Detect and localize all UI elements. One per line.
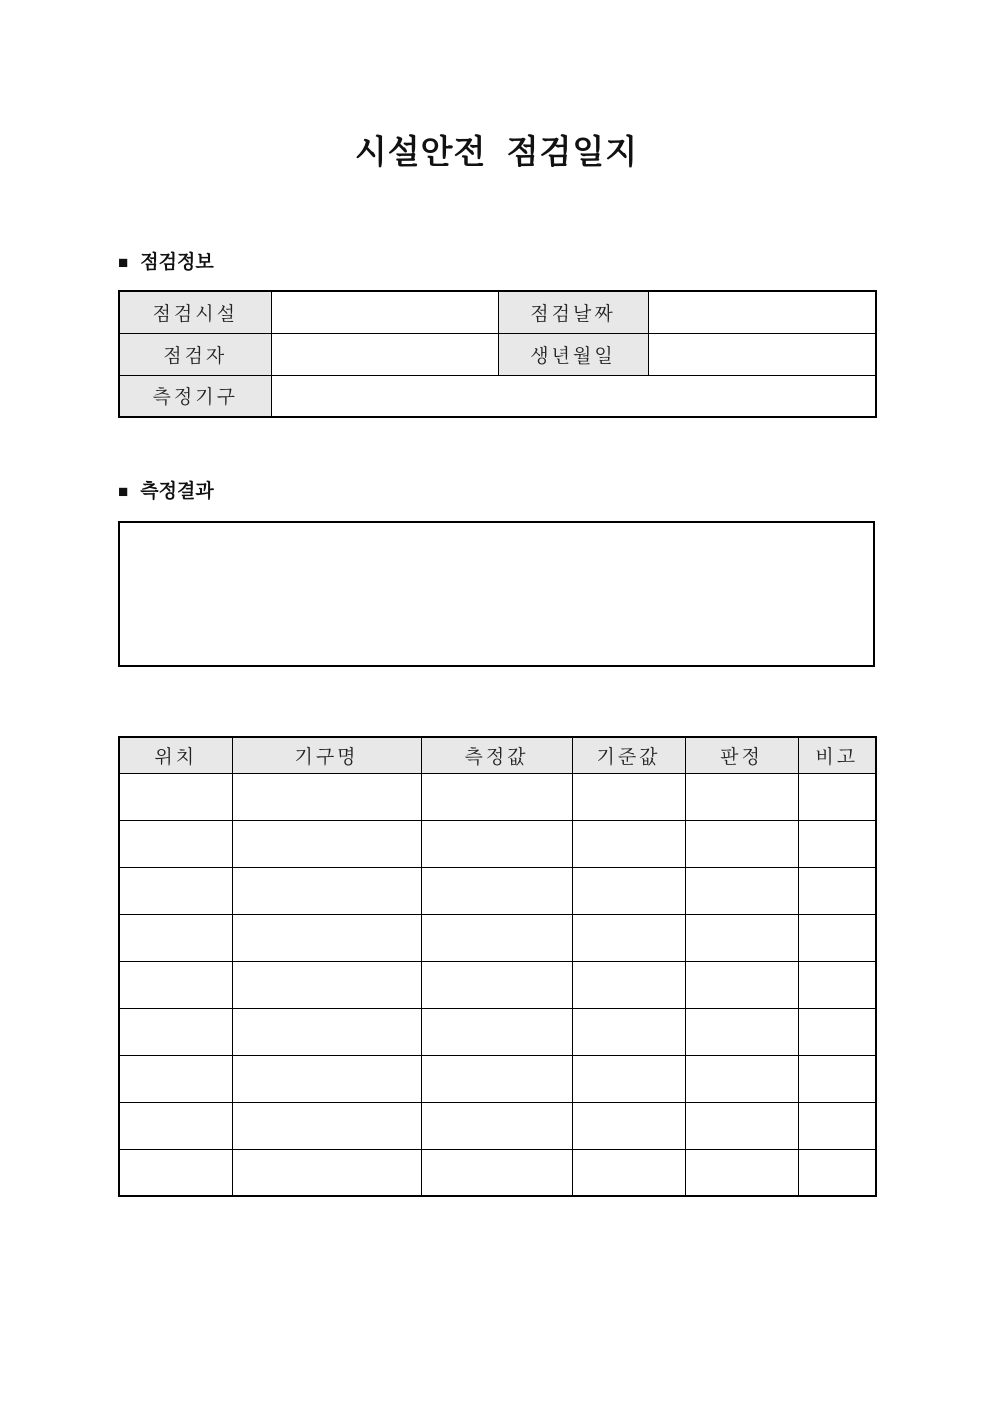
column-header-measured-value: 측정값 bbox=[421, 737, 572, 773]
column-header-location: 위치 bbox=[119, 737, 232, 773]
table-cell[interactable] bbox=[685, 1008, 798, 1055]
table-cell[interactable] bbox=[572, 867, 685, 914]
table-cell[interactable] bbox=[798, 1149, 876, 1196]
instrument-label-cell: 측정기구 bbox=[119, 375, 271, 417]
table-cell[interactable] bbox=[798, 1055, 876, 1102]
table-cell[interactable] bbox=[421, 867, 572, 914]
table-cell[interactable] bbox=[421, 1102, 572, 1149]
table-cell[interactable] bbox=[798, 961, 876, 1008]
table-cell[interactable] bbox=[572, 1055, 685, 1102]
table-cell[interactable] bbox=[232, 1149, 421, 1196]
section-heading-label: 점검정보 bbox=[140, 252, 214, 273]
table-cell[interactable] bbox=[685, 1055, 798, 1102]
table-cell[interactable] bbox=[421, 1055, 572, 1102]
table-row bbox=[119, 1055, 876, 1102]
table-cell[interactable] bbox=[798, 1102, 876, 1149]
table-cell[interactable] bbox=[685, 773, 798, 820]
table-cell[interactable] bbox=[232, 961, 421, 1008]
table-cell[interactable] bbox=[119, 820, 232, 867]
table-row bbox=[119, 867, 876, 914]
table-cell[interactable] bbox=[232, 820, 421, 867]
page-title: 시설안전 점검일지 bbox=[354, 133, 639, 170]
table-row bbox=[119, 820, 876, 867]
table-row bbox=[119, 1102, 876, 1149]
table-cell[interactable] bbox=[798, 1008, 876, 1055]
table-cell[interactable] bbox=[798, 867, 876, 914]
inspector-value-field[interactable] bbox=[271, 333, 498, 375]
table-cell[interactable] bbox=[119, 1102, 232, 1149]
square-bullet-icon: ■ bbox=[118, 482, 129, 501]
table-cell[interactable] bbox=[685, 914, 798, 961]
table-cell[interactable] bbox=[232, 867, 421, 914]
table-cell[interactable] bbox=[421, 1149, 572, 1196]
table-row bbox=[119, 333, 876, 375]
column-header-remarks: 비고 bbox=[798, 737, 876, 773]
table-header-row bbox=[119, 737, 876, 773]
table-cell[interactable] bbox=[685, 1149, 798, 1196]
table-cell[interactable] bbox=[421, 820, 572, 867]
table-cell[interactable] bbox=[685, 820, 798, 867]
table-cell[interactable] bbox=[119, 914, 232, 961]
table-cell[interactable] bbox=[572, 820, 685, 867]
table-cell[interactable] bbox=[572, 1102, 685, 1149]
table-cell[interactable] bbox=[119, 867, 232, 914]
section-heading-label: 측정결과 bbox=[140, 481, 214, 502]
table-cell[interactable] bbox=[119, 773, 232, 820]
inspection-info-table bbox=[118, 290, 877, 418]
inspection-date-label-cell: 점검날짜 bbox=[498, 291, 648, 333]
column-header-equipment-name: 기구명 bbox=[232, 737, 421, 773]
table-cell[interactable] bbox=[685, 1102, 798, 1149]
table-cell[interactable] bbox=[421, 961, 572, 1008]
table-row bbox=[119, 773, 876, 820]
table-cell[interactable] bbox=[119, 1149, 232, 1196]
table-row bbox=[119, 914, 876, 961]
table-row bbox=[119, 1008, 876, 1055]
table-cell[interactable] bbox=[572, 914, 685, 961]
table-cell[interactable] bbox=[685, 867, 798, 914]
birthdate-label-cell: 생년월일 bbox=[498, 333, 648, 375]
table-cell[interactable] bbox=[119, 961, 232, 1008]
table-cell[interactable] bbox=[421, 773, 572, 820]
facility-value-field[interactable] bbox=[271, 291, 498, 333]
table-cell[interactable] bbox=[572, 773, 685, 820]
table-row bbox=[119, 961, 876, 1008]
table-cell[interactable] bbox=[572, 1149, 685, 1196]
measurement-table bbox=[118, 736, 877, 1197]
section-heading-inspection-info bbox=[118, 252, 875, 274]
table-cell[interactable] bbox=[119, 1008, 232, 1055]
table-cell[interactable] bbox=[232, 1102, 421, 1149]
table-cell[interactable] bbox=[232, 1055, 421, 1102]
table-cell[interactable] bbox=[421, 914, 572, 961]
table-cell[interactable] bbox=[798, 820, 876, 867]
table-row bbox=[119, 291, 876, 333]
table-cell[interactable] bbox=[232, 914, 421, 961]
table-cell[interactable] bbox=[685, 961, 798, 1008]
column-header-reference-value: 기준값 bbox=[572, 737, 685, 773]
birthdate-value-field[interactable] bbox=[648, 333, 876, 375]
table-cell[interactable] bbox=[798, 914, 876, 961]
square-bullet-icon: ■ bbox=[118, 253, 129, 272]
measurement-results-textarea[interactable] bbox=[118, 521, 875, 667]
table-cell[interactable] bbox=[119, 1055, 232, 1102]
table-cell[interactable] bbox=[232, 1008, 421, 1055]
inspector-label-cell: 점검자 bbox=[119, 333, 271, 375]
table-cell[interactable] bbox=[232, 773, 421, 820]
table-cell[interactable] bbox=[421, 1008, 572, 1055]
table-row bbox=[119, 1149, 876, 1196]
table-cell[interactable] bbox=[572, 1008, 685, 1055]
column-header-judgment: 판정 bbox=[685, 737, 798, 773]
table-cell[interactable] bbox=[572, 961, 685, 1008]
facility-label-cell: 점검시설 bbox=[119, 291, 271, 333]
table-cell[interactable] bbox=[798, 773, 876, 820]
table-row bbox=[119, 375, 876, 417]
instrument-value-field[interactable] bbox=[271, 375, 876, 417]
section-heading-measurement-results bbox=[118, 481, 875, 503]
inspection-date-value-field[interactable] bbox=[648, 291, 876, 333]
